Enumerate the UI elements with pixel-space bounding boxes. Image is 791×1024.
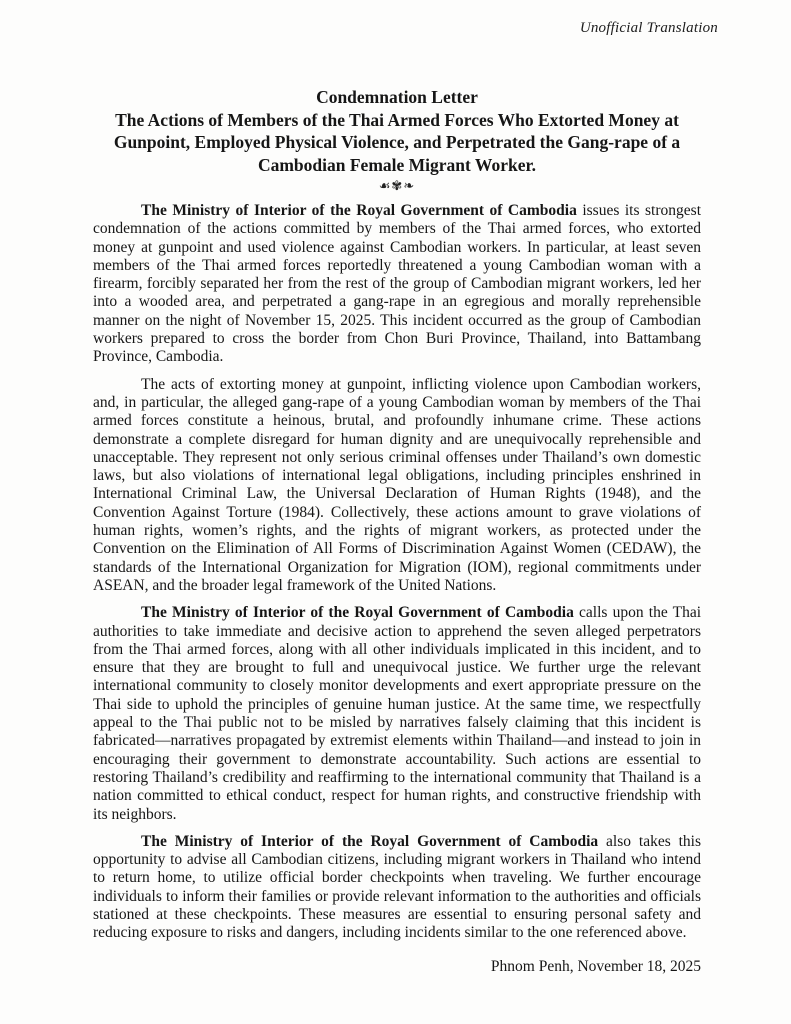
paragraph: The Ministry of Interior of the Royal Government of Cambodia issues its strongest condemnation of the actions committed by members of the Thai armed forces, who extorted money at gunpoint and used violence against Cambodian workers. In particular, at least seven members of the Thai armed forces reportedly threatened a young Cambodian woman with a firearm, forcibly separated her from the rest of the group of Cambodian migrant workers, led her into a wooded area, and perpetrated a gang-rape in an egregious and morally reprehensible manner on the night of November 15, 2025. This incident occurred as the group of Cambodian workers prepared to cross the border from Chon Buri Province, Thailand, into Battambang Province, Cambodia. [93,202,701,366]
letter-subtitle: The Actions of Members of the Thai Armed Forces Who Extorted Money at Gunpoint, Employed Physical Violence, and Perpetrated the Gang-rape of a Cambodian Female Migrant Worker. [113,109,681,175]
letter-title: Condemnation Letter [316,87,478,107]
dateline: Phnom Penh, November 18, 2025 [490,957,701,975]
paragraph: The Ministry of Interior of the Royal Government of Cambodia calls upon the Thai authorities to take immediate and decisive action to apprehend the seven alleged perpetrators from the Thai armed forces, along with all other individuals implicated in this incident, and to ensure that they are brought to full and unequivocal justice. We further urge the relevant international community to closely monitor developments and exert appropriate pressure on the Thai side to uphold the principles of genuine human justice. At the same time, we respectfully appeal to the Thai public not to be misled by narratives falsely claiming that this incident is fabricated—narratives propagated by extremist elements within Thailand—and instead to join in encouraging their government to demonstrate accountability. Such actions are essential to restoring Thailand’s credibility and reaffirming to the international community that Thailand is a nation committed to ethical conduct, respect for human rights, and constructive friendship with its neighbors. [93,604,702,823]
title-block [93,86,701,176]
unofficial-translation-note: Unofficial Translation [579,20,718,36]
letter-body [93,202,701,943]
floral-divider-ornament: ☙✾❧ [378,179,416,194]
paragraph: The acts of extorting money at gunpoint, inflicting violence upon Cambodian workers, and, in particular, the alleged gang-rape of a young Cambodian woman by members of the Thai armed forces constitute a heinous, brutal, and profoundly inhumane crime. These actions demonstrate a complete disregard for human dignity and are unequivocally reprehensible and unacceptable. They represent not only serious criminal offenses under Thailand’s own domestic laws, but also violations of international legal obligations, including principles enshrined in International Criminal Law, the Universal Declaration of Human Rights (1948), and the Convention Against Torture (1984). Collectively, these actions amount to grave violations of human rights, women’s rights, and the rights of migrant workers, as protected under the Convention on the Elimination of All Forms of Discrimination Against Women (CEDAW), the standards of the International Organization for Migration (IOM), regional commitments under ASEAN, and the broader legal framework of the United Nations. [93,375,701,594]
paragraph-lead-bold: The Ministry of Interior of the Royal Government of Cambodia [141,202,577,219]
paragraph-lead-bold: The Ministry of Interior of the Royal Government of Cambodia [141,604,574,622]
paragraph-lead-bold: The Ministry of Interior of the Royal Government of Cambodia [141,832,599,850]
paragraph: The Ministry of Interior of the Royal Government of Cambodia also takes this opportunity to advise all Cambodian citizens, including migrant workers in Thailand who intend to return home, to utilize official border checkpoints when traveling. We further encourage individuals to inform their families or provide relevant information to the authorities and officials stationed at these checkpoints. These measures are essential to ensuring personal safety and reducing exposure to risks and dangers, including incidents similar to the one referenced above. [93,832,701,942]
